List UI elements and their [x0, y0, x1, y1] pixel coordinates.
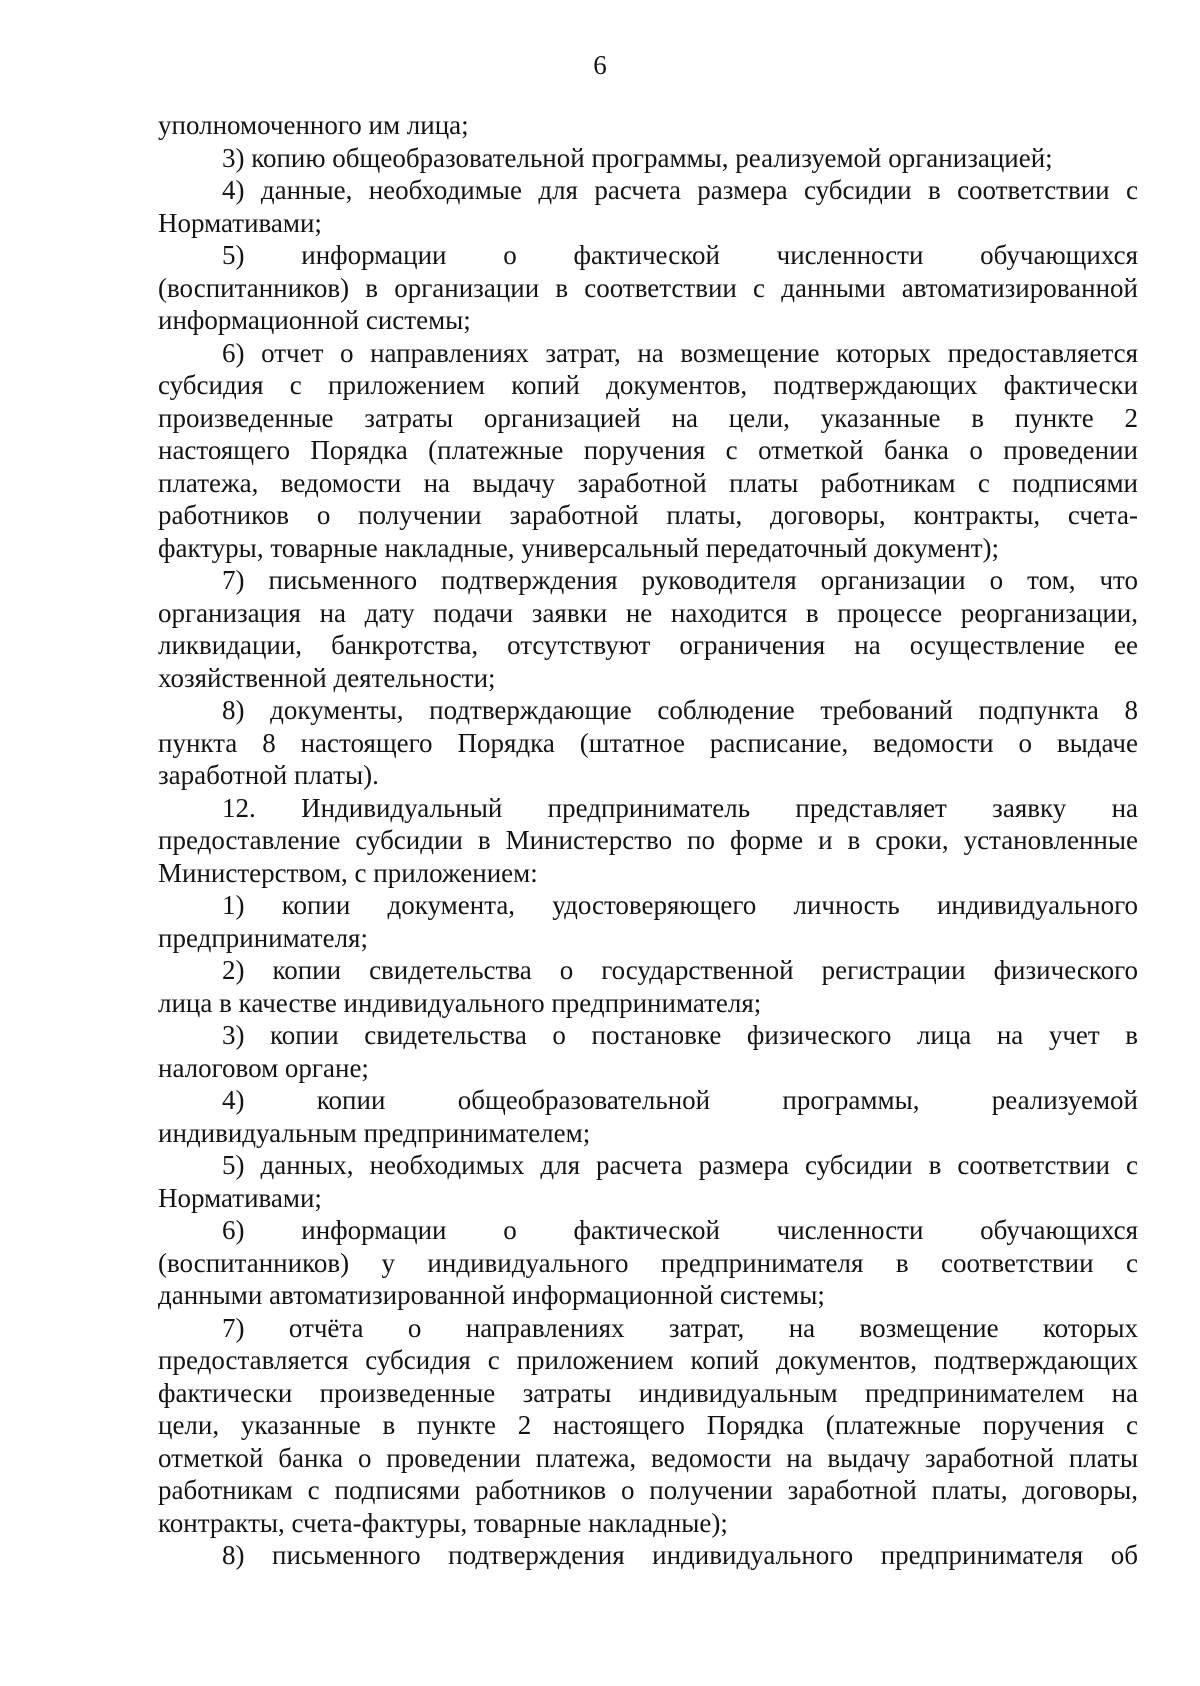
- text-line: отметкой банка о проведении платежа, ведомости на выдачу заработной платы: [158, 1442, 1138, 1473]
- text-line: субсидия с приложением копий документов, подтверждающих фактически: [158, 370, 1138, 400]
- document-body: [158, 109, 1138, 1572]
- text-line: 5) информации о фактической численности обучающихся: [222, 240, 1138, 270]
- text-line: заработной платы).: [158, 760, 379, 790]
- text-line: 6) информации о фактической численности обучающихся: [222, 1215, 1138, 1245]
- text-line: хозяйственной деятельности;: [158, 662, 496, 693]
- text-line: Нормативами;: [158, 1182, 322, 1213]
- text-line: настоящего Порядка (платежные поручения с отметкой банка о проведении: [158, 435, 1138, 465]
- text-line: 7) письменного подтверждения руководителя организации о том, что: [222, 565, 1138, 595]
- text-line: произведенные затраты организацией на цели, указанные в пункте 2: [158, 402, 1138, 433]
- text-line: 4) данные, необходимые для расчета размера субсидии в соответствии с: [222, 175, 1138, 205]
- text-line: 8) документы, подтверждающие соблюдение требований подпункта 8: [222, 695, 1138, 725]
- text-line: предоставляется субсидия с приложением копий документов, подтверждающих: [158, 1345, 1138, 1375]
- text-line: Нормативами;: [158, 207, 322, 238]
- text-line: 3) копию общеобразовательной программы, реализуемой организацией;: [222, 142, 1053, 173]
- text-line: предпринимателя;: [158, 922, 368, 953]
- text-line: работникам с подписями работников о получении заработной платы, договоры,: [158, 1475, 1138, 1505]
- text-line: платежа, ведомости на выдачу заработной платы работникам с подписями: [158, 467, 1138, 498]
- text-line: уполномоченного им лица;: [158, 110, 469, 140]
- text-line: индивидуальным предпринимателем;: [158, 1117, 591, 1148]
- text-line: фактуры, товарные накладные, универсальный передаточный документ);: [158, 532, 999, 563]
- text-line: информационной системы;: [158, 305, 471, 335]
- page-number: 6: [593, 50, 607, 80]
- text-line: 5) данных, необходимых для расчета размера субсидии в соответствии с: [222, 1150, 1138, 1180]
- text-line: 12. Индивидуальный предприниматель представляет заявку на: [222, 792, 1138, 823]
- text-line: фактически произведенные затраты индивидуальным предпринимателем на: [158, 1377, 1138, 1408]
- text-line: 8) письменного подтверждения индивидуального предпринимателя об: [222, 1540, 1138, 1570]
- text-line: контракты, счета-фактуры, товарные накладные);: [158, 1507, 728, 1538]
- text-line: цели, указанные в пункте 2 настоящего Порядка (платежные поручения с: [158, 1410, 1138, 1440]
- text-line: 1) копии документа, удостоверяющего личность индивидуального: [222, 890, 1138, 920]
- text-line: ликвидации, банкротства, отсутствуют ограничения на осуществление ее: [158, 630, 1138, 660]
- text-line: лица в качестве индивидуального предпринимателя;: [158, 987, 762, 1018]
- text-line: Министерством, с приложением:: [158, 857, 538, 888]
- text-line: данными автоматизированной информационной системы;: [158, 1280, 825, 1310]
- text-line: налоговом органе;: [158, 1052, 369, 1083]
- text-line: 6) отчет о направлениях затрат, на возмещение которых предоставляется: [222, 337, 1138, 368]
- text-line: 2) копии свидетельства о государственной регистрации физического: [222, 955, 1138, 985]
- text-line: 4) копии общеобразовательной программы, реализуемой: [222, 1085, 1138, 1115]
- text-line: пункта 8 настоящего Порядка (штатное расписание, ведомости о выдаче: [158, 727, 1138, 758]
- text-line: (воспитанников) у индивидуального предпринимателя в соответствии с: [158, 1247, 1138, 1278]
- text-line: организация на дату подачи заявки не находится в процессе реорганизации,: [158, 597, 1138, 628]
- text-line: 3) копии свидетельства о постановке физического лица на учет в: [222, 1020, 1138, 1050]
- text-line: работников о получении заработной платы, договоры, контракты, счета-: [158, 500, 1138, 530]
- text-line: (воспитанников) в организации в соответствии с данными автоматизированной: [158, 272, 1138, 303]
- text-line: 7) отчёта о направлениях затрат, на возмещение которых: [222, 1312, 1138, 1343]
- text-line: предоставление субсидии в Министерство по форме и в сроки, установленные: [158, 825, 1138, 855]
